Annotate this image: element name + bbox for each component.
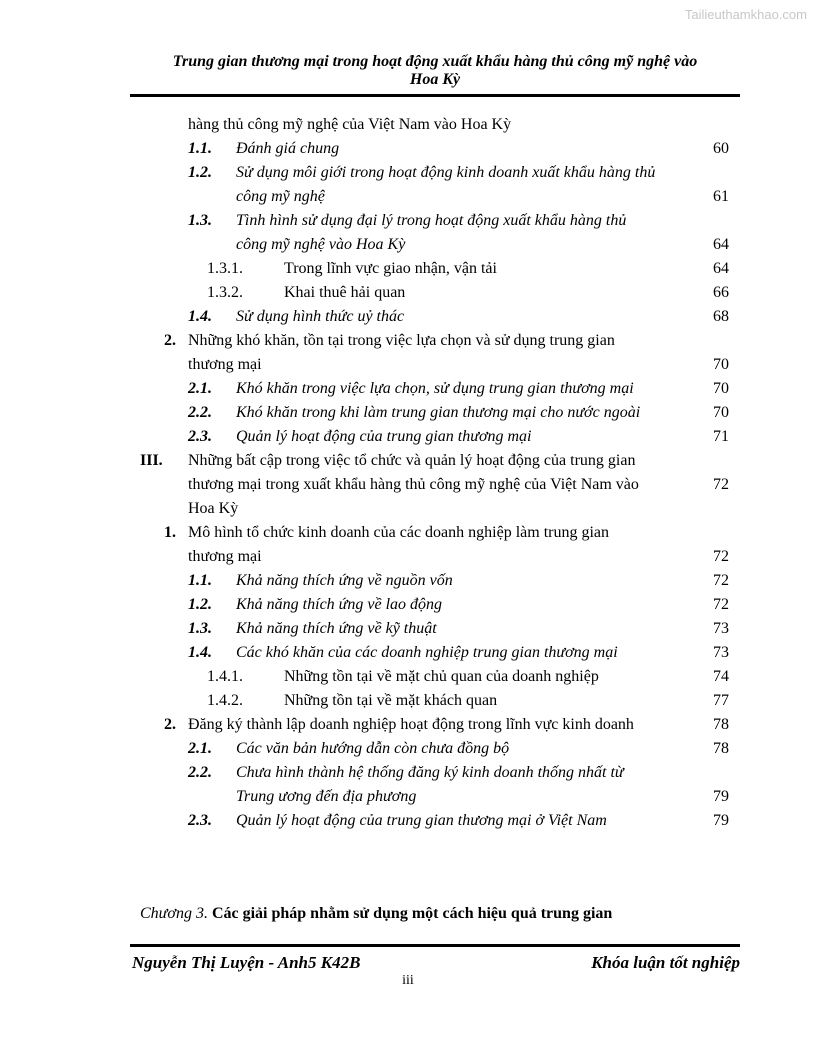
toc-text: Đăng ký thành lập doanh nghiệp hoạt động trong lĩnh vực kinh doanh (188, 716, 634, 733)
toc-text: Tình hình sử dụng đại lý trong hoạt động xuất khẩu hàng thủ (236, 212, 627, 229)
chapter-title: Các giải pháp nhằm sử dụng một cách hiệu quả trung gian (211, 905, 613, 922)
toc-entry-1-2-cont (0, 185, 816, 209)
toc-entry-III-2-2 (0, 761, 816, 785)
toc-entry-2-3 (0, 425, 816, 449)
toc-number: 2.3. (188, 812, 212, 829)
toc-entry-III-1-3 (0, 617, 816, 641)
toc-entry-2-1 (0, 377, 816, 401)
toc-text: Hoa Kỳ (188, 500, 239, 517)
toc-entry-III-1-4 (0, 641, 816, 665)
toc-entry-2-2 (0, 401, 816, 425)
toc-page: 61 (713, 188, 729, 205)
toc-number: 1.3. (188, 620, 212, 637)
toc-entry-III-cont (0, 473, 816, 497)
toc-number: 2. (164, 332, 176, 349)
toc-text: Các văn bản hướng dẫn còn chưa đồng bộ (236, 740, 510, 757)
chapter-label: Chương 3. (140, 905, 208, 922)
toc-entry-1-2 (0, 161, 816, 185)
footer-rule (130, 944, 740, 947)
footer-doc-type: Khóa luận tốt nghiệp (591, 953, 740, 972)
toc-number: III. (140, 452, 163, 469)
toc-number: 1.4.1. (207, 668, 243, 685)
toc-text: Khả năng thích ứng về kỹ thuật (236, 620, 437, 637)
toc-page: 72 (713, 476, 729, 493)
toc-number: 2.2. (188, 764, 212, 781)
toc-number: 1.1. (188, 572, 212, 589)
toc-number: 1.3.1. (207, 260, 243, 277)
toc-text: thương mại trong xuất khẩu hàng thủ công mỹ nghệ của Việt Nam vào (188, 476, 639, 493)
toc-number: 2.1. (188, 740, 212, 757)
toc-text: Sử dụng hình thức uỷ thác (236, 308, 405, 325)
toc-text: công mỹ nghệ vào Hoa Kỳ (236, 236, 406, 253)
toc-number: 1.4. (188, 308, 212, 325)
toc-page: 78 (713, 740, 729, 757)
toc-number: 1.1. (188, 140, 212, 157)
header-title-line1: Trung gian thương mại trong hoạt động xuất khẩu hàng thủ công mỹ nghệ vào (172, 53, 698, 70)
toc-text: Những khó khăn, tồn tại trong việc lựa chọn và sử dụng trung gian (188, 332, 615, 349)
toc-text: Những tồn tại về mặt chủ quan của doanh nghiệp (284, 668, 599, 685)
toc-entry-III-1-4-2 (0, 689, 816, 713)
toc-page: 74 (713, 668, 729, 685)
toc-entry-III-1 (0, 521, 816, 545)
toc-entry-III (0, 449, 816, 473)
toc-continuation-line (0, 113, 816, 137)
toc-entry-III-2 (0, 713, 816, 737)
toc-number: 1. (164, 524, 176, 541)
toc-entry-III-2-3 (0, 809, 816, 833)
toc-page: 64 (713, 260, 729, 277)
toc-page: 70 (713, 404, 729, 421)
toc-text: Những bất cập trong việc tổ chức và quản lý hoạt động của trung gian (188, 452, 636, 469)
toc-page: 72 (713, 596, 729, 613)
toc-text: Khai thuê hải quan (284, 284, 406, 301)
toc-text: thương mại (188, 356, 262, 373)
toc-number: 1.2. (188, 596, 212, 613)
toc-text: Những tồn tại về mặt khách quan (284, 692, 498, 709)
toc-entry-1-1 (0, 137, 816, 161)
toc-page: 71 (713, 428, 729, 445)
toc-text: Trong lĩnh vực giao nhận, vận tải (284, 260, 497, 277)
toc-page: 73 (713, 644, 729, 661)
toc-text: Các khó khăn của các doanh nghiệp trung gian thương mại (236, 644, 618, 661)
toc-page: 70 (713, 380, 729, 397)
toc-text: Chưa hình thành hệ thống đăng ký kinh doanh thống nhất từ (236, 764, 624, 781)
toc-entry-1-3-1 (0, 257, 816, 281)
toc-entry-III-cont2 (0, 497, 816, 521)
toc-text: Khó khăn trong khi làm trung gian thương mại cho nước ngoài (236, 404, 641, 421)
toc-number: 2.3. (188, 428, 212, 445)
toc-number: 2.1. (188, 380, 212, 397)
chapter-heading (140, 902, 612, 926)
toc-text: hàng thủ công mỹ nghệ của Việt Nam vào Hoa Kỳ (188, 116, 512, 133)
toc-text: Trung ương đến địa phương (236, 788, 417, 805)
toc-entry-2-cont (0, 353, 816, 377)
toc-page: 70 (713, 356, 729, 373)
toc-entry-2 (0, 329, 816, 353)
toc-page: 68 (713, 308, 729, 325)
toc-text: công mỹ nghệ (236, 188, 325, 205)
toc-page: 64 (713, 236, 729, 253)
toc-page: 73 (713, 620, 729, 637)
toc-entry-III-1-4-1 (0, 665, 816, 689)
toc-number: 1.2. (188, 164, 212, 181)
watermark: Tailieuthamkhao.com (684, 7, 807, 22)
header-title-line2: Hoa Kỳ (409, 71, 461, 88)
toc-number: 2. (164, 716, 176, 733)
toc-entry-III-1-cont (0, 545, 816, 569)
toc-entry-III-1-2 (0, 593, 816, 617)
toc-number: 1.3.2. (207, 284, 243, 301)
toc-entry-1-3-2 (0, 281, 816, 305)
toc-text: Quản lý hoạt động của trung gian thương mại ở Việt Nam (236, 812, 607, 829)
toc-number: 1.4.2. (207, 692, 243, 709)
toc-text: thương mại (188, 548, 262, 565)
toc-entry-III-2-2-cont (0, 785, 816, 809)
toc-text: Đánh giá chung (236, 140, 340, 157)
toc-entry-1-3-cont (0, 233, 816, 257)
header-rule (130, 94, 740, 97)
toc-page: 79 (713, 788, 729, 805)
toc-text: Khả năng thích ứng về lao động (236, 596, 443, 613)
toc-text: Khó khăn trong việc lựa chọn, sử dụng trung gian thương mại (236, 380, 634, 397)
toc-text: Sử dụng môi giới trong hoạt động kinh doanh xuất khẩu hàng thủ (236, 164, 656, 181)
toc-entry-III-2-1 (0, 737, 816, 761)
toc-page: 79 (713, 812, 729, 829)
toc-number: 1.4. (188, 644, 212, 661)
toc-page: 66 (713, 284, 729, 301)
toc-page: 60 (713, 140, 729, 157)
toc-page: 77 (713, 692, 729, 709)
footer-author: Nguyễn Thị Luyện - Anh5 K42B (132, 953, 361, 972)
toc-page: 72 (713, 548, 729, 565)
toc-text: Mô hình tổ chức kinh doanh của các doanh nghiệp làm trung gian (188, 524, 610, 541)
toc-page: 72 (713, 572, 729, 589)
toc-text: Khả năng thích ứng về nguồn vốn (236, 572, 453, 589)
toc-entry-1-3 (0, 209, 816, 233)
toc-text: Quản lý hoạt động của trung gian thương mại (236, 428, 532, 445)
toc-number: 2.2. (188, 404, 212, 421)
toc-number: 1.3. (188, 212, 212, 229)
toc-entry-III-1-1 (0, 569, 816, 593)
running-header (130, 53, 740, 89)
toc-page: 78 (713, 716, 729, 733)
toc-entry-1-4 (0, 305, 816, 329)
page-number: iii (402, 973, 414, 988)
